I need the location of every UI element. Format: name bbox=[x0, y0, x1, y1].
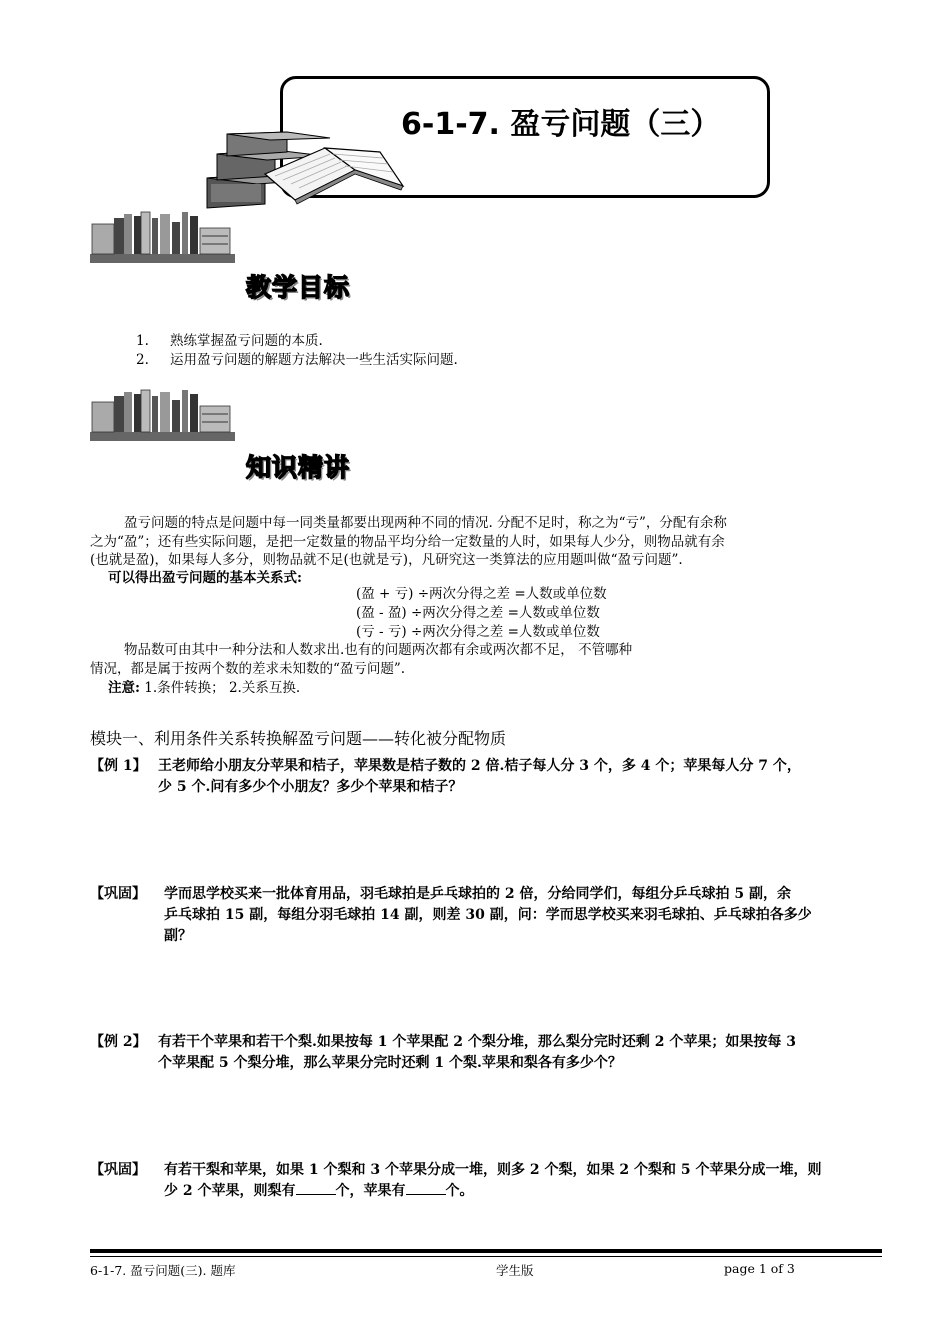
formula: (盈 - 盈) ÷两次分得之差 =人数或单位数 bbox=[356, 605, 600, 621]
bookshelf-icon bbox=[90, 210, 235, 268]
problem-line: 有若干梨和苹果，如果 1 个梨和 3 个苹果分成一堆，则多 2 个梨，如果 2 个梨和 5 个苹果分成一堆，则 bbox=[164, 1162, 822, 1178]
module-heading: 模块一、利用条件关系转换解盈亏问题——转化被分配物质 bbox=[90, 729, 507, 748]
knowledge-paragraph-line: 情况，都是属于按两个数的差求未知数的“盈亏问题”. bbox=[90, 661, 406, 677]
relation-intro: 可以得出盈亏问题的基本关系式: bbox=[108, 570, 302, 586]
note-line bbox=[108, 679, 300, 698]
footer-center: 学生版 bbox=[496, 1263, 534, 1278]
problem-line bbox=[164, 1181, 884, 1202]
footer-page-number: page 1 of 3 bbox=[724, 1261, 795, 1276]
problem-example-1 bbox=[90, 756, 890, 800]
problem-example-2 bbox=[90, 1032, 890, 1076]
problem-line: 少 5 个.问有多少个小朋友？多少个苹果和桔子？ bbox=[158, 779, 463, 795]
problem-practice-1 bbox=[90, 884, 890, 950]
formula: (亏 - 亏) ÷两次分得之差 =人数或单位数 bbox=[356, 624, 600, 640]
note-text: 1.条件转换； 2.关系互换. bbox=[139, 680, 301, 696]
problem-line: 学而思学校买来一批体育用品，羽毛球拍是乒乓球拍的 2 倍，分给同学们，每组分乒乓球拍 5 副，余 bbox=[164, 886, 791, 902]
page-title: 6-1-7. 盈亏问题（三） bbox=[401, 107, 721, 142]
problem-line: 乒乓球拍 15 副，每组分羽毛球拍 14 副，则差 30 副，问：学而思学校买来羽毛球拍、乒乓球拍各多少 bbox=[164, 907, 812, 923]
goal-text: 熟练掌握盈亏问题的本质. bbox=[170, 333, 323, 349]
problem-text: 个，苹果有 bbox=[335, 1183, 406, 1199]
answer-blank[interactable] bbox=[296, 1194, 336, 1195]
section-title-goals: 教学目标 bbox=[246, 273, 351, 302]
note-label: 注意: bbox=[108, 680, 140, 696]
knowledge-paragraph-line: 物品数可由其中一种分法和人数求出.也有的问题两次都有余或两次都不足， 不管哪种 bbox=[124, 642, 633, 658]
problem-label: 【巩固】 bbox=[90, 1162, 146, 1178]
problem-label: 【巩固】 bbox=[90, 886, 146, 902]
books-illustration bbox=[205, 130, 410, 212]
goal-number: 2. bbox=[136, 352, 149, 368]
goal-number: 1. bbox=[136, 333, 149, 349]
problem-label: 【例 1】 bbox=[90, 758, 147, 774]
answer-blank[interactable] bbox=[406, 1194, 446, 1195]
problem-line: 副？ bbox=[164, 928, 192, 944]
problem-practice-2 bbox=[90, 1160, 890, 1204]
formula: (盈 + 亏) ÷两次分得之差 =人数或单位数 bbox=[356, 586, 607, 602]
problem-label: 【例 2】 bbox=[90, 1034, 147, 1050]
knowledge-paragraph-line: (也就是盈)，如果每人多分，则物品就不足(也就是亏)，凡研究这一类算法的应用题叫做“盈亏问题”. bbox=[90, 552, 683, 568]
footer-rule bbox=[90, 1249, 882, 1253]
problem-line: 王老师给小朋友分苹果和桔子，苹果数是桔子数的 2 倍.桔子每人分 3 个，多 4 个；苹果每人分 7 个， bbox=[158, 758, 801, 774]
problem-line: 有若干个苹果和若干个梨.如果按每 1 个苹果配 2 个梨分堆，那么梨分完时还剩 2 个苹果；如果按每 3 bbox=[158, 1034, 796, 1050]
goal-text: 运用盈亏问题的解题方法解决一些生活实际问题. bbox=[170, 352, 458, 368]
problem-line: 个苹果配 5 个梨分堆，那么苹果分完时还剩 1 个梨.苹果和梨各有多少个？ bbox=[158, 1055, 622, 1071]
problem-text: 少 2 个苹果，则梨有 bbox=[164, 1183, 296, 1199]
section-title-knowledge: 知识精讲 bbox=[246, 453, 351, 482]
knowledge-paragraph-line: 之为“盈”；还有些实际问题，是把一定数量的物品平均分给一定数量的人时，如果每人少分，则物品就有余 bbox=[90, 534, 725, 550]
problem-text: 个。 bbox=[445, 1183, 474, 1199]
footer-left: 6-1-7. 盈亏问题(三). 题库 bbox=[90, 1263, 236, 1278]
knowledge-paragraph-line: 盈亏问题的特点是问题中每一同类量都要出现两种不同的情况. 分配不足时，称之为“亏”，分配有余称 bbox=[124, 515, 727, 531]
footer-rule bbox=[90, 1256, 882, 1257]
bookshelf-icon bbox=[90, 388, 235, 446]
